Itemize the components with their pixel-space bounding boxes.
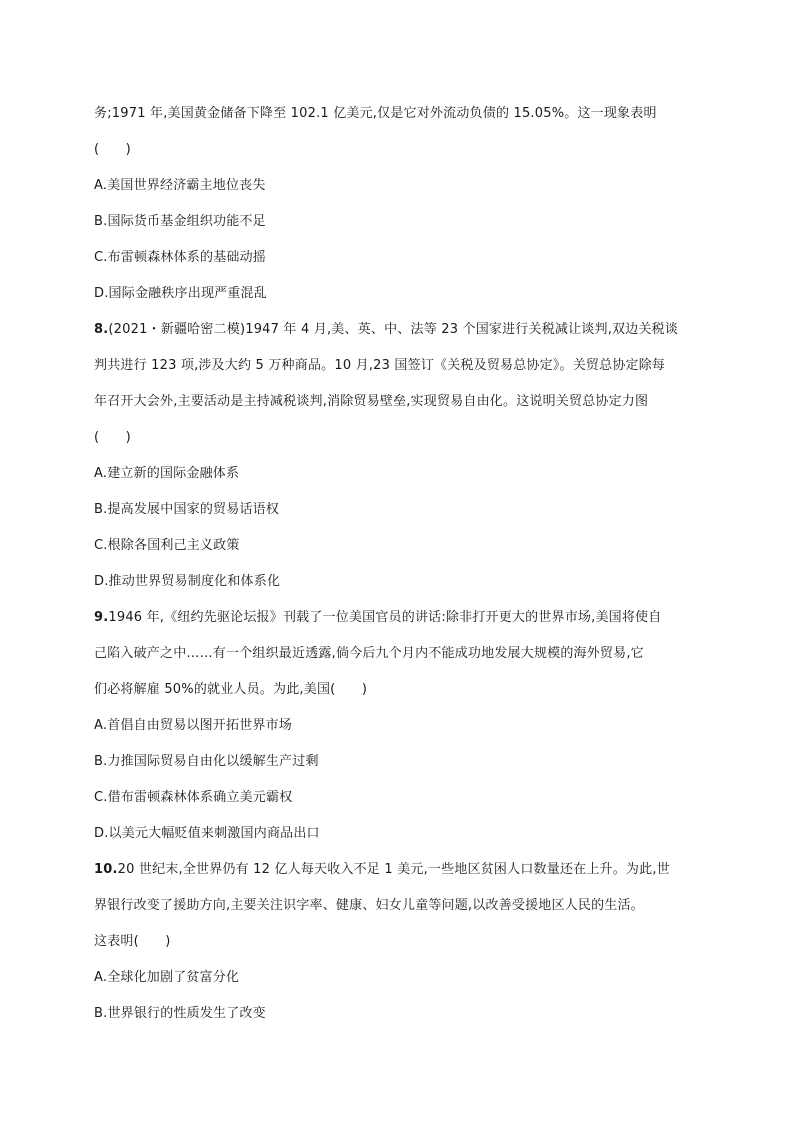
q8-stem-line-1 [94, 320, 714, 340]
q9-stem-line-1 [94, 608, 714, 628]
q7-answer-blank: ( ) [94, 142, 131, 157]
q7-option-b: B.国际货币基金组织功能不足 [94, 214, 266, 229]
q9-stem-line-2: 己陷入破产之中……有一个组织最近透露,倘今后九个月内不能成功地发展大规模的海外贸易,它 [94, 646, 644, 661]
q8-option-b: B.提高发展中国家的贸易话语权 [94, 502, 280, 517]
q9-number: 9. [94, 610, 109, 625]
q9-option-a: A.首倡自由贸易以图开拓世界市场 [94, 718, 292, 733]
q8-number: 8. [94, 322, 109, 337]
q7-option-a: A.美国世界经济霸主地位丧失 [94, 178, 266, 193]
q8-text-1: (2021・新疆哈密二模)1947 年 4 月,美、英、中、法等 23 个国家进行关税减让谈判,双边关税谈 [108, 322, 679, 337]
q7-option-c: C.布雷顿森林体系的基础动摇 [94, 250, 267, 265]
q10-stem-line-3: 这表明( ) [94, 934, 171, 949]
q7-option-d: D.国际金融秩序出现严重混乱 [94, 286, 267, 301]
q10-number: 10. [94, 862, 118, 877]
q10-stem-line-2: 界银行改变了援助方向,主要关注识字率、健康、妇女儿童等问题,以改善受援地区人民的生活。 [94, 898, 644, 913]
q7-stem-tail: 务;1971 年,美国黄金储备下降至 102.1 亿美元,仅是它对外流动负债的 15.05%。这一现象表明 [94, 106, 657, 121]
q10-stem-line-1 [94, 860, 714, 880]
q9-option-c: C.借布雷顿森林体系确立美元霸权 [94, 790, 293, 805]
q9-option-b: B.力推国际贸易自由化以缓解生产过剩 [94, 754, 319, 769]
q10-option-b: B.世界银行的性质发生了改变 [94, 1006, 266, 1021]
q8-stem-line-2: 判共进行 123 项,涉及大约 5 万种商品。10 月,23 国签订《关税及贸易总协定》。关贸总协定除每 [94, 358, 666, 373]
q8-answer-blank: ( ) [94, 430, 131, 445]
q9-text-1: 1946 年,《纽约先驱论坛报》刊载了一位美国官员的讲话:除非打开更大的世界市场,美国将使自 [108, 610, 662, 625]
q8-option-c: C.根除各国利己主义政策 [94, 538, 240, 553]
q9-stem-line-3: 们必将解雇 50%的就业人员。为此,美国( ) [94, 682, 368, 697]
q10-option-a: A.全球化加剧了贫富分化 [94, 970, 240, 985]
q8-option-a: A.建立新的国际金融体系 [94, 466, 240, 481]
q8-stem-line-3: 年召开大会外,主要活动是主持减税谈判,消除贸易壁垒,实现贸易自由化。这说明关贸总协定力图 [94, 394, 649, 409]
q8-option-d: D.推动世界贸易制度化和体系化 [94, 574, 281, 589]
q10-text-1: 20 世纪末,全世界仍有 12 亿人每天收入不足 1 美元,一些地区贫困人口数量还在上升。为此,世 [117, 862, 670, 877]
q9-option-d: D.以美元大幅贬值来刺激国内商品出口 [94, 826, 320, 841]
